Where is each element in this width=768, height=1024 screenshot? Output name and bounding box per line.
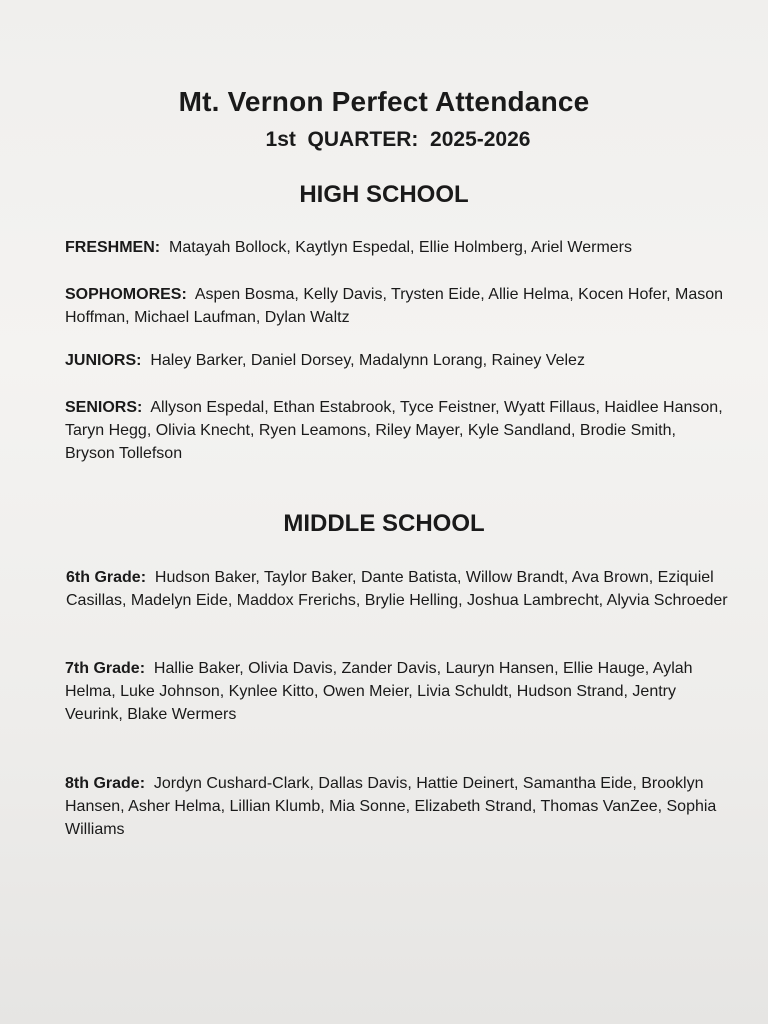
seventh-grade-entry bbox=[65, 657, 730, 726]
seniors-entry bbox=[65, 396, 730, 465]
eighth-grade-names: Jordyn Cushard-Clark, Dallas Davis, Hattie Deinert, Samantha Eide, Brooklyn Hansen, Asher Helma, Lillian Klumb, Mia Sonne, Elizabeth Strand, Thomas VanZee, Sophia Williams bbox=[65, 775, 717, 838]
seventh-grade-label: 7th Grade: bbox=[65, 660, 146, 677]
freshmen-label: FRESHMEN: bbox=[65, 239, 161, 256]
sophomores-entry bbox=[65, 283, 730, 329]
high-school-heading: HIGH SCHOOL bbox=[299, 181, 469, 208]
sophomores-label: SOPHOMORES: bbox=[65, 286, 187, 303]
freshmen-names: Matayah Bollock, Kaytlyn Espedal, Ellie Holmberg, Ariel Wermers bbox=[169, 239, 632, 256]
seventh-grade-names: Hallie Baker, Olivia Davis, Zander Davis, Lauryn Hansen, Ellie Hauge, Aylah Helma, Luke Johnson, Kynlee Kitto, Owen Meier, Livia Schuldt, Hudson Strand, Jentry Veurink, Blake Wermers bbox=[65, 660, 693, 723]
eighth-grade-label: 8th Grade: bbox=[65, 775, 146, 792]
seniors-label: SENIORS: bbox=[65, 399, 143, 416]
freshmen-entry bbox=[65, 236, 730, 259]
document-title: Mt. Vernon Perfect Attendance bbox=[178, 86, 590, 117]
sixth-grade-entry bbox=[66, 566, 731, 612]
juniors-label: JUNIORS: bbox=[65, 352, 142, 369]
middle-school-heading: MIDDLE SCHOOL bbox=[283, 510, 485, 537]
juniors-names: Haley Barker, Daniel Dorsey, Madalynn Lorang, Rainey Velez bbox=[150, 352, 585, 369]
sixth-grade-names: Hudson Baker, Taylor Baker, Dante Batista, Willow Brandt, Ava Brown, Eziquiel Casillas, Madelyn Eide, Maddox Frerichs, Brylie Helling, Joshua Lambrecht, Alyvia Schroeder bbox=[66, 569, 728, 609]
document-subtitle: 1st QUARTER: 2025-2026 bbox=[265, 128, 531, 151]
juniors-entry bbox=[65, 349, 730, 372]
eighth-grade-entry bbox=[65, 772, 730, 841]
sophomores-names: Aspen Bosma, Kelly Davis, Trysten Eide, Allie Helma, Kocen Hofer, Mason Hoffman, Michael Laufman, Dylan Waltz bbox=[65, 286, 724, 326]
seniors-names: Allyson Espedal, Ethan Estabrook, Tyce Feistner, Wyatt Fillaus, Haidlee Hanson, Taryn Hegg, Olivia Knecht, Ryen Leamons, Riley Mayer, Kyle Sandland, Brodie Smith, Bryson Tollefson bbox=[65, 399, 723, 462]
sixth-grade-label: 6th Grade: bbox=[66, 569, 147, 586]
